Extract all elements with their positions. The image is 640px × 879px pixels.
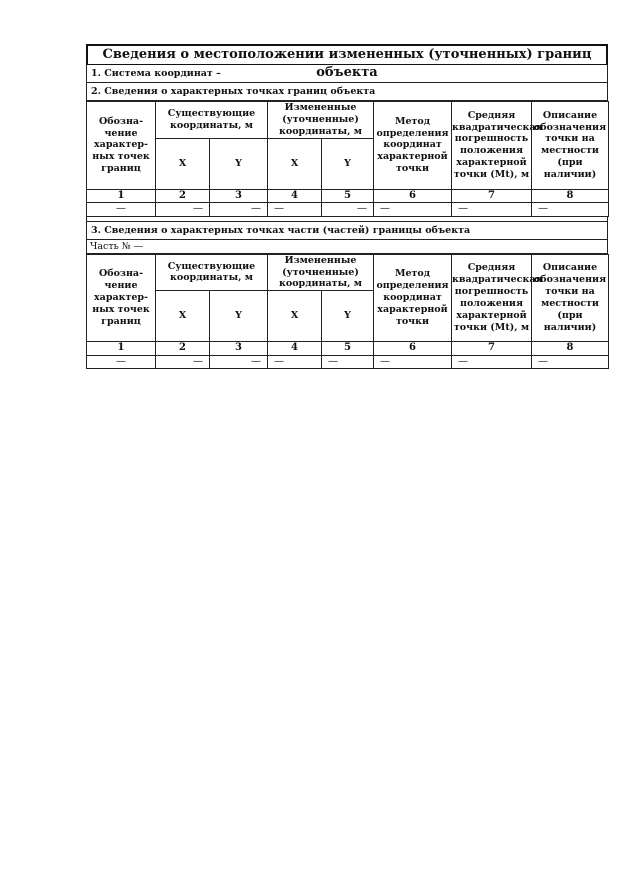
- header-existing-coordinates: Существующие координаты, м: [156, 102, 268, 139]
- column-number: 7: [452, 189, 532, 203]
- column-number: 2: [156, 189, 210, 203]
- header-error: Средняя квадратическая погрешность положения характерной точки (Mt), м: [452, 254, 532, 342]
- column-number-row: [87, 189, 609, 203]
- table-cell: —: [532, 203, 609, 217]
- header-designation: Обозна-чение характер-ных точек границ: [87, 102, 156, 190]
- table-cell: —: [322, 203, 374, 217]
- column-number: 1: [87, 342, 156, 356]
- document-title: Сведения о местоположении измененных (уточненных) границ объекта: [86, 44, 608, 65]
- table-cell: —: [452, 203, 532, 217]
- header-changed-x: X: [268, 291, 322, 342]
- part-points-table: [86, 254, 609, 370]
- column-number: 5: [322, 189, 374, 203]
- column-number: 6: [374, 189, 452, 203]
- header-changed-coordinates: Измененные (уточненные) координаты, м: [268, 102, 374, 139]
- column-number: 8: [532, 342, 609, 356]
- header-changed-x: X: [268, 138, 322, 189]
- part-number-label: Часть № —: [86, 240, 608, 254]
- table-cell: —: [156, 203, 210, 217]
- table-cell: —: [210, 203, 268, 217]
- column-number: 4: [268, 189, 322, 203]
- points-table: [86, 101, 609, 217]
- column-number: 1: [87, 189, 156, 203]
- column-number: 8: [532, 189, 609, 203]
- header-description: Описание обозначения точки на местности (при наличии): [532, 254, 609, 342]
- header-changed-y: Y: [322, 291, 374, 342]
- header-error: Средняя квадратическая погрешность положения характерной точки (Mt), м: [452, 102, 532, 190]
- header-existing-coordinates: Существующие координаты, м: [156, 254, 268, 291]
- column-number: 3: [210, 189, 268, 203]
- section-1-coordinate-system: 1. Система координат –: [86, 65, 608, 83]
- header-designation: Обозна-чение характер-ных точек границ: [87, 254, 156, 342]
- header-method: Метод определения координат характерной точки: [374, 102, 452, 190]
- column-number: 5: [322, 342, 374, 356]
- header-existing-x: X: [156, 138, 210, 189]
- header-existing-y: Y: [210, 291, 268, 342]
- section-2-heading: 2. Сведения о характерных точках границ объекта: [86, 83, 608, 101]
- section-3-heading: 3. Сведения о характерных точках части (частей) границы объекта: [86, 221, 608, 240]
- table-cell: —: [268, 203, 322, 217]
- column-number: 6: [374, 342, 452, 356]
- column-number-row: [87, 342, 609, 356]
- table-cell: —: [374, 203, 452, 217]
- table-cell: —: [268, 355, 322, 369]
- document-sheet: [86, 44, 608, 369]
- column-number: 2: [156, 342, 210, 356]
- table-cell: —: [374, 355, 452, 369]
- table-cell: —: [87, 203, 156, 217]
- table-cell: —: [452, 355, 532, 369]
- header-existing-y: Y: [210, 138, 268, 189]
- table-cell: —: [87, 355, 156, 369]
- table-cell: —: [156, 355, 210, 369]
- column-number: 3: [210, 342, 268, 356]
- table-cell: —: [210, 355, 268, 369]
- table-cell: —: [322, 355, 374, 369]
- header-changed-coordinates: Измененные (уточненные) координаты, м: [268, 254, 374, 291]
- header-changed-y: Y: [322, 138, 374, 189]
- header-existing-x: X: [156, 291, 210, 342]
- header-description: Описание обозначения точки на местности (при наличии): [532, 102, 609, 190]
- header-method: Метод определения координат характерной точки: [374, 254, 452, 342]
- column-number: 7: [452, 342, 532, 356]
- column-number: 4: [268, 342, 322, 356]
- table-row: [87, 203, 609, 217]
- table-row: [87, 355, 609, 369]
- table-cell: —: [532, 355, 609, 369]
